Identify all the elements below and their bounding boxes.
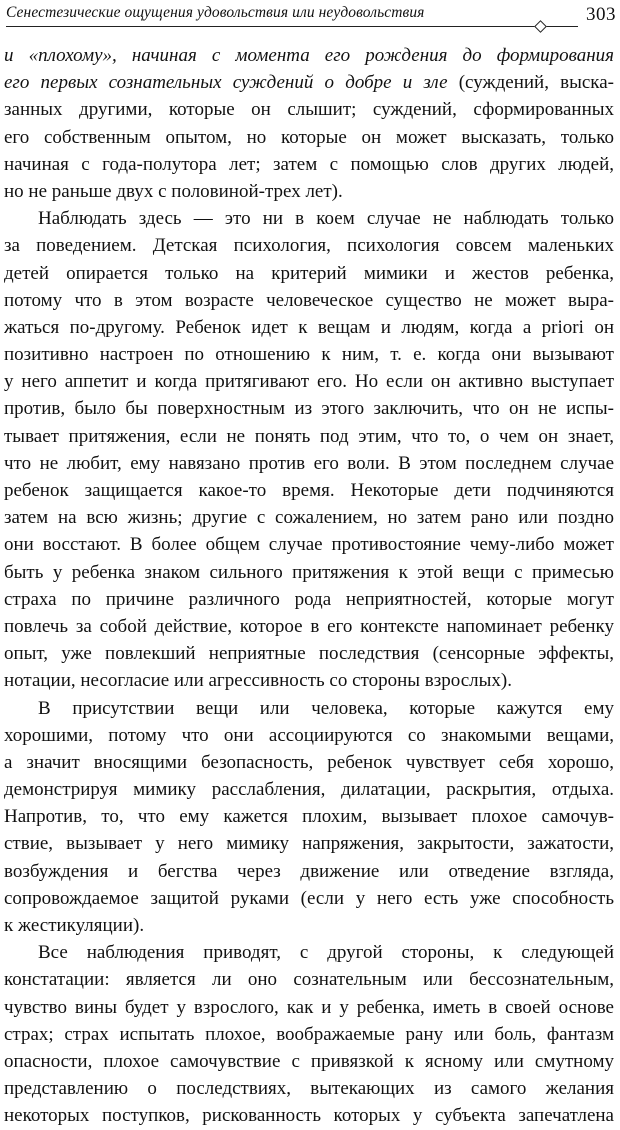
- text-line: [4, 1102, 614, 1129]
- text-line: [4, 830, 614, 857]
- text-line: [4, 178, 614, 205]
- text-segment: повлечь за собой действие, которое в его контексте напоминает ребенку: [4, 615, 614, 637]
- text-segment: за поведением. Детская психология, психология совсем маленьких: [4, 235, 614, 257]
- text-segment: его собственным опытом, но которые он может высказать, только: [4, 126, 614, 148]
- italic-text-segment: его первых сознательных суждений о добре и зле: [4, 72, 448, 94]
- text-line: [4, 477, 614, 504]
- text-segment: демонстрируя мимику расслабления, дилатации, раскрытия, отдыха.: [4, 779, 614, 801]
- text-segment: что не любит, ему навязано против его воли. В этом последнем случае: [4, 452, 614, 474]
- text-segment: затем на всю жизнь; другие с сожалением, но затем рано или поздно: [4, 507, 614, 529]
- text-segment: чувство вины будет у взрослого, как и у ребенка, иметь в своей основе: [4, 996, 614, 1018]
- text-segment: ребенок защищается какое-то время. Некоторые дети подчиняются: [4, 480, 614, 501]
- text-segment: нотации, несогласие или агрессивность со стороны взрослых).: [4, 670, 512, 692]
- text-line: [4, 450, 614, 477]
- text-segment: страх; страх испытать плохое, воображаемые рану или боль, фантазм: [4, 1023, 614, 1045]
- text-line: [4, 314, 614, 341]
- text-line: [4, 531, 614, 558]
- text-line: [4, 722, 614, 749]
- text-line: [4, 96, 614, 123]
- text-line: [4, 395, 614, 422]
- text-line: [4, 885, 614, 912]
- text-segment: к жестикуляции).: [4, 915, 145, 936]
- running-title: Сенестезические ощущения удовольствия или неудовольствия: [6, 4, 425, 21]
- text-segment: занных другими, которые он слышит; суждений, сформированных: [4, 99, 614, 121]
- text-line: [4, 912, 614, 939]
- text-line: [4, 504, 614, 531]
- text-line: [4, 1021, 614, 1048]
- text-segment: В присутствии вещи или человека, которые кажутся ему: [38, 697, 614, 719]
- text-segment: жаться по-другому. Ребенок идет к вещам и людям, когда а priori он: [4, 316, 614, 338]
- text-line: [4, 586, 614, 613]
- text-line: [4, 341, 614, 368]
- text-line: [4, 1048, 614, 1075]
- text-segment: возбуждения и бегства через движение или отведение взгляда,: [4, 860, 614, 882]
- text-segment: Все наблюдения приводят, с другой стороны, к следующей: [38, 942, 614, 964]
- text-line: [4, 287, 614, 314]
- text-line: [4, 559, 614, 586]
- text-line: [4, 667, 614, 694]
- text-line: [4, 205, 614, 232]
- text-segment: позитивно настроен по отношению к ним, т. е. когда они вызывают: [4, 344, 614, 366]
- text-line: [4, 368, 614, 395]
- text-line: [4, 260, 614, 287]
- text-segment: у него аппетит и когда притягивают его. Но если он активно выступает: [4, 371, 614, 393]
- text-line: [4, 858, 614, 885]
- text-segment: опыт, уже повлекший неприятные последствия (сенсорные эффекты,: [4, 643, 614, 665]
- page-number: 303: [586, 4, 616, 25]
- italic-text-segment: и «плохому», начиная с момента его рождения до формирования: [4, 45, 614, 66]
- header-diamond-ornament: [534, 20, 547, 33]
- text-segment: некоторых поступков, рискованность которых у субъекта запечатлена: [4, 1105, 614, 1127]
- text-segment: (суждений, выска-: [447, 72, 614, 94]
- text-line: [4, 124, 614, 151]
- text-segment: представлению о последствиях, вытекающих из самого желания: [4, 1078, 614, 1100]
- text-line: [4, 69, 614, 96]
- text-line: [4, 749, 614, 776]
- body-text: [4, 42, 614, 1130]
- text-segment: страха по причине различного рода неприятностей, которые могут: [4, 588, 614, 610]
- text-line: [4, 613, 614, 640]
- text-line: [4, 776, 614, 803]
- running-head: [6, 2, 614, 32]
- text-line: [4, 695, 614, 722]
- text-line: [4, 423, 614, 450]
- text-segment: хорошими, потому что они ассоциируются со знакомыми вещами,: [4, 724, 614, 746]
- text-segment: тывает притяжения, если не понять под этим, что то, о чем он знает,: [4, 425, 614, 447]
- text-segment: Наблюдать здесь — это ни в коем случае не наблюдать только: [38, 208, 614, 230]
- text-segment: против, было бы поверхностным из этого заключить, что он не испы-: [4, 398, 614, 420]
- text-segment: потому что в этом возрасте человеческое существо не может выра-: [4, 289, 614, 311]
- text-segment: начиная с года-полутора лет; затем с помощью слов других людей,: [4, 153, 614, 175]
- text-line: [4, 42, 614, 69]
- text-segment: детей опирается только на критерий мимики и жестов ребенка,: [4, 262, 614, 284]
- text-segment: сопровождаемое защитой руками (если у него есть уже способность: [4, 887, 614, 909]
- header-rule: [6, 26, 578, 27]
- text-segment: ствие, вызывает у него мимику напряжения, закрытости, зажатости,: [4, 833, 614, 855]
- text-line: [4, 803, 614, 830]
- text-line: [4, 640, 614, 667]
- text-segment: они восстают. В более общем случае противостояние чему-либо может: [4, 534, 614, 556]
- text-line: [4, 994, 614, 1021]
- text-segment: опасности, плохое самочувствие с привязкой к ясному или смутному: [4, 1050, 614, 1072]
- text-line: [4, 939, 614, 966]
- text-segment: быть у ребенка знаком сильного притяжения к этой вещи с примесью: [4, 561, 614, 583]
- text-line: [4, 966, 614, 993]
- text-line: [4, 232, 614, 259]
- text-line: [4, 151, 614, 178]
- text-segment: но не раньше двух с половиной-трех лет).: [4, 180, 343, 202]
- text-segment: констатации: является ли оно сознательным или бессознательным,: [4, 969, 614, 991]
- text-line: [4, 1075, 614, 1102]
- text-segment: а значит вносящими безопасность, ребенок чувствует себя хорошо,: [4, 751, 614, 773]
- text-segment: Напротив, то, что ему кажется плохим, вызывает плохое самочув-: [4, 806, 614, 828]
